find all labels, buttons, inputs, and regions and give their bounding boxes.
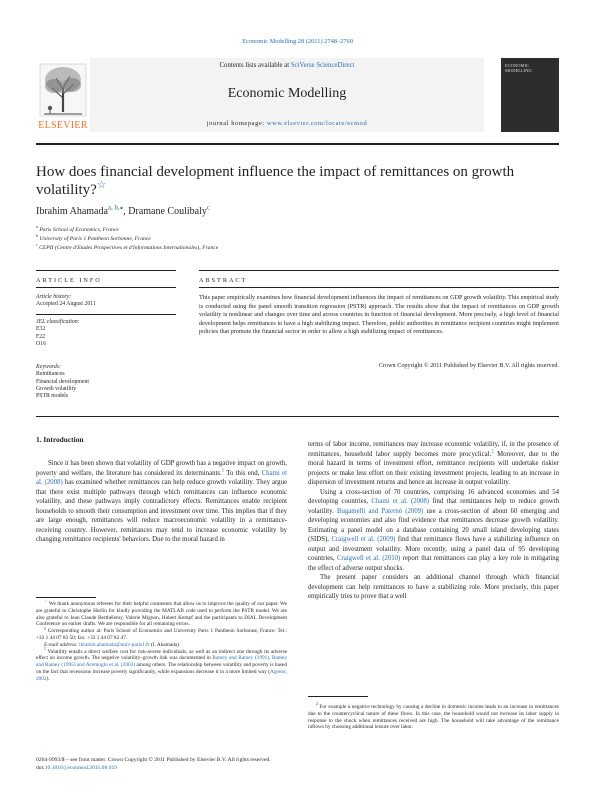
text-run: find that remittance flows have a stabilizing influence on output and investment volatility. More recently, using a panel data of 95 developing countries, xyxy=(308,536,559,562)
footnote-text: For example a negative technology by causing a decline in domestic income leads to an increase in remittances due to the countercyclical nature of these flows. In this case, the household would not increase its labor supply in response to the shock when remittances received are high. The household will take advantage of the remittance inflows by choosing additional leisure over labor. xyxy=(308,704,559,731)
jel-code: O16 xyxy=(36,340,46,347)
issn-line: 0264-9993/$ – see front matter. Crown Copyright © 2011 Published by Elsevier B.V. All rights reserved. xyxy=(36,757,271,763)
left-column-body xyxy=(36,459,287,545)
footnote xyxy=(36,628,287,642)
header-divider xyxy=(36,143,559,145)
email-link[interactable]: ibrahim.ahamada@univ-paris1.fr xyxy=(79,641,150,648)
keywords-label: Keywords: xyxy=(36,364,61,370)
jel-label: JEL classification: xyxy=(36,319,80,325)
text-run: Using a cross-section of 70 countries, comprising 16 advanced economies and 54 developing countries, xyxy=(308,488,559,505)
affiliation-text: University of Paris 1 Pantheon Sorbonne, France xyxy=(39,236,151,242)
article-history xyxy=(36,294,176,309)
section-heading-introduction: 1. Introduction xyxy=(36,435,84,444)
affiliation xyxy=(36,245,218,251)
footnote-text: among others. The relationship between volatility and poverty is based on the fact that recessions increase poverty significantly, while expansions decrease it in a more limited way ( xyxy=(36,662,287,675)
footnote-text: Volatility entails a direct welfare cost for risk-averse individuals, as well as an indirect one through its adverse effect on income growth. The negative volatility–growth link was documented in xyxy=(36,648,287,662)
citation-link[interactable]: Ramey and Ramey (1991), Ramey and Ramey (1995) and Acemoglu et al. (2003) xyxy=(36,655,287,669)
right-footnotes xyxy=(308,704,559,731)
affiliation-text: CEPII (Centre d'Etudes Prospectives et d'Informations Internationales), France xyxy=(39,245,219,251)
intro-paragraph xyxy=(308,440,559,488)
journal-homepage xyxy=(90,120,484,127)
title-text: How does financial development influence the impact of remittances on growth volatility? xyxy=(36,164,515,198)
homepage-link[interactable]: www.elsevier.com/locate/ecmod xyxy=(266,120,368,127)
citation-link[interactable]: Craigwell et al. (2010) xyxy=(336,555,401,562)
citation-link[interactable]: Bugamelli and Paternò (2009) xyxy=(336,507,424,515)
author-list xyxy=(36,203,210,217)
journal-name: Economic Modelling xyxy=(227,86,347,101)
abstract-text: This paper empirically examines how financial development influences the impact of remittances on GDP growth volatility. This empirical study is conducted using the panel smooth transition regression (PSTR) approach. The results show that the impact of remittances on GDP growth volatility is nonlinear and changes over time and across countries in function of financial development. More precisely, a high level of financial development helps remittances to have a high stabilizing impact. Therefore, public authorities in remittance recipient countries might implement policies that promote the financial sector in order to allow a high stabilizing impact of remittances. xyxy=(199,294,559,335)
jel-classification xyxy=(36,319,176,348)
keyword: Financial development xyxy=(36,378,89,385)
front-matter-info xyxy=(36,757,271,772)
footnote-mark-2: 2 xyxy=(316,702,318,707)
footnote-ref-2[interactable]: 2 xyxy=(491,449,494,455)
left-footnotes xyxy=(36,601,287,683)
keyword: PSTR models xyxy=(36,393,69,400)
info-divider-history xyxy=(36,314,176,315)
affiliation xyxy=(36,227,119,233)
doi-line xyxy=(36,765,271,773)
footnote-divider-right xyxy=(308,696,368,697)
intro-paragraph: The present paper considers an additional channel through which financial development can help remittances to have a stabilizing role. More precisely, this paper empirically tries to prove that a well xyxy=(308,574,559,600)
right-column-body xyxy=(308,440,559,602)
history-label: Article history: xyxy=(36,294,72,300)
citation-link[interactable]: Agenor, 2002 xyxy=(36,668,287,682)
contents-line xyxy=(90,62,484,69)
jel-code: E32 xyxy=(36,326,46,333)
title-footnote-mark[interactable]: ☆ xyxy=(96,180,107,191)
abstract-divider xyxy=(199,287,559,288)
affiliation-text: Paris School of Economics, France xyxy=(39,227,119,233)
keyword: Growth volatility xyxy=(36,385,77,392)
author-name: Dramane Coulibaly xyxy=(128,206,207,217)
abstract-heading: ABSTRACT xyxy=(199,277,248,284)
intro-paragraph xyxy=(308,488,559,574)
footnote-ref-1[interactable]: 1 xyxy=(221,468,225,474)
cover-title: ECONOMIC MODELLING xyxy=(505,63,532,73)
info-divider xyxy=(36,287,176,288)
corresponding-author-mark[interactable]: ⁎ xyxy=(119,203,124,212)
footnote-corresponding-mark: ⁎ xyxy=(44,626,46,631)
footnote xyxy=(308,704,559,731)
author-separator: , xyxy=(123,206,129,217)
footnote-email xyxy=(36,642,287,649)
citation-link[interactable]: Chami et al. (2008) xyxy=(36,469,287,486)
publisher-name: ELSEVIER xyxy=(38,120,88,131)
sciencedirect-link[interactable]: SciVerse ScienceDirect xyxy=(290,62,355,69)
email-label: E-mail address: xyxy=(44,641,80,648)
jel-code: F22 xyxy=(36,333,46,340)
history-accepted: Accepted 24 August 2011 xyxy=(36,301,96,308)
footnote-text: Corresponding author at: Paris School of Economics and University Paris 1 Pantheon Sorbonne, France. Tel.: +33 1 44 07 83 50; fax: +33 1 44 07 82 47. xyxy=(36,628,287,641)
article-title xyxy=(36,163,559,199)
article-info-heading: ARTICLE INFO xyxy=(36,277,102,284)
doi-link[interactable]: 10.1016/j.econmod.2011.08.019 xyxy=(44,764,118,771)
abstract-copyright: Crown Copyright © 2011 Published by Elsevier B.V. All rights reserved. xyxy=(378,362,559,369)
footnote-text: ). xyxy=(46,675,50,682)
text-run: Moreover, due to the moral hazard in terms of investment effort, remittance recipients will undertake riskier projects or make less effort on their existing investment projects, leading to an increase in dispersion of investment returns and hence an increase in output volatility. xyxy=(308,450,560,486)
author-name: Ibrahim Ahamada xyxy=(36,206,108,217)
info-divider-top xyxy=(36,270,176,271)
text-run: Since it has been shown that volatility of GDP growth has a negative impact on growth, poverty and welfare, the literature has considered its determinants. xyxy=(36,460,287,477)
doi-prefix: doi: xyxy=(36,764,45,771)
text-run: has examined whether remittances can help reduce growth volatility. They argue that there exist multiple pathways through which remittances can influence economic volatility, and these pathways imply contradictory effects. Remittances enable recipient households to smooth their consumption and investment over time. This implies that if they are large enough, remittances will reduce macroeconomic volatility in a remittance-receiving country. However, remittances may tend to increase economic volatility by changing remittance recipients' behaviors. Due to the moral hazard in xyxy=(36,479,287,543)
homepage-prefix: journal homepage: xyxy=(206,120,267,127)
affiliation xyxy=(36,236,151,242)
author-affiliation-mark[interactable]: a, b, xyxy=(107,203,120,212)
citation-link[interactable]: Craigwell et al. (2009) xyxy=(331,536,396,543)
footnote xyxy=(36,646,287,683)
footnote-text: We thank anonymous referees for their helpful comments that allow us to improve the quality of our paper. We are grateful to Christophe Hurlin for kindly providing the MATLAB code used to perform the PSTR model. We are also grateful to Jean Claude Berthélemy, Valerie Mignon, Hubert Kempf and the participants to DIAL Development Conference on earlier drafts. We are responsible for all remaining errors. xyxy=(36,601,287,628)
affiliation-mark: b xyxy=(36,234,38,239)
text-run: find that remittances help to reduce growth volatility. xyxy=(308,498,559,515)
text-run: terms of labor income, remittances may increase economic volatility, if, in the presence of remittances, household labor supply becomes more procyclical. xyxy=(308,441,559,458)
email-suffix: (I. Ahamada). xyxy=(149,641,181,648)
abstract-divider-top xyxy=(199,270,559,271)
footnote-star-mark: ☆ xyxy=(44,599,48,604)
author-affiliation-mark[interactable]: c xyxy=(206,203,210,212)
text-run: use a cross-section of about 60 emerging and developing economies and also find evidence that remittances decrease growth volatility. Estimating a panel model on a database containing 20 small island developing states (SIDS), xyxy=(308,507,559,543)
intro-paragraph xyxy=(36,459,287,545)
abstract-divider-bottom xyxy=(36,416,559,417)
citation-link[interactable]: Chami et al. (2008) xyxy=(371,498,430,505)
affiliation-mark: a xyxy=(36,225,38,230)
text-run: To this end, xyxy=(224,469,262,477)
footnote xyxy=(36,599,287,631)
footnote-divider-left xyxy=(36,597,96,598)
affiliation-mark: c xyxy=(36,243,38,248)
keywords xyxy=(36,364,176,400)
journal-reference[interactable]: Economic Modelling 28 (2011) 2748–2760 xyxy=(242,38,353,45)
footnote-mark-1: 1 xyxy=(44,646,46,651)
keyword: Remittances xyxy=(36,371,65,378)
text-run: report that remittances can play a key role in mitigating the effect of adverse output shocks. xyxy=(308,555,559,572)
contents-prefix: Contents lists available at xyxy=(219,62,291,69)
